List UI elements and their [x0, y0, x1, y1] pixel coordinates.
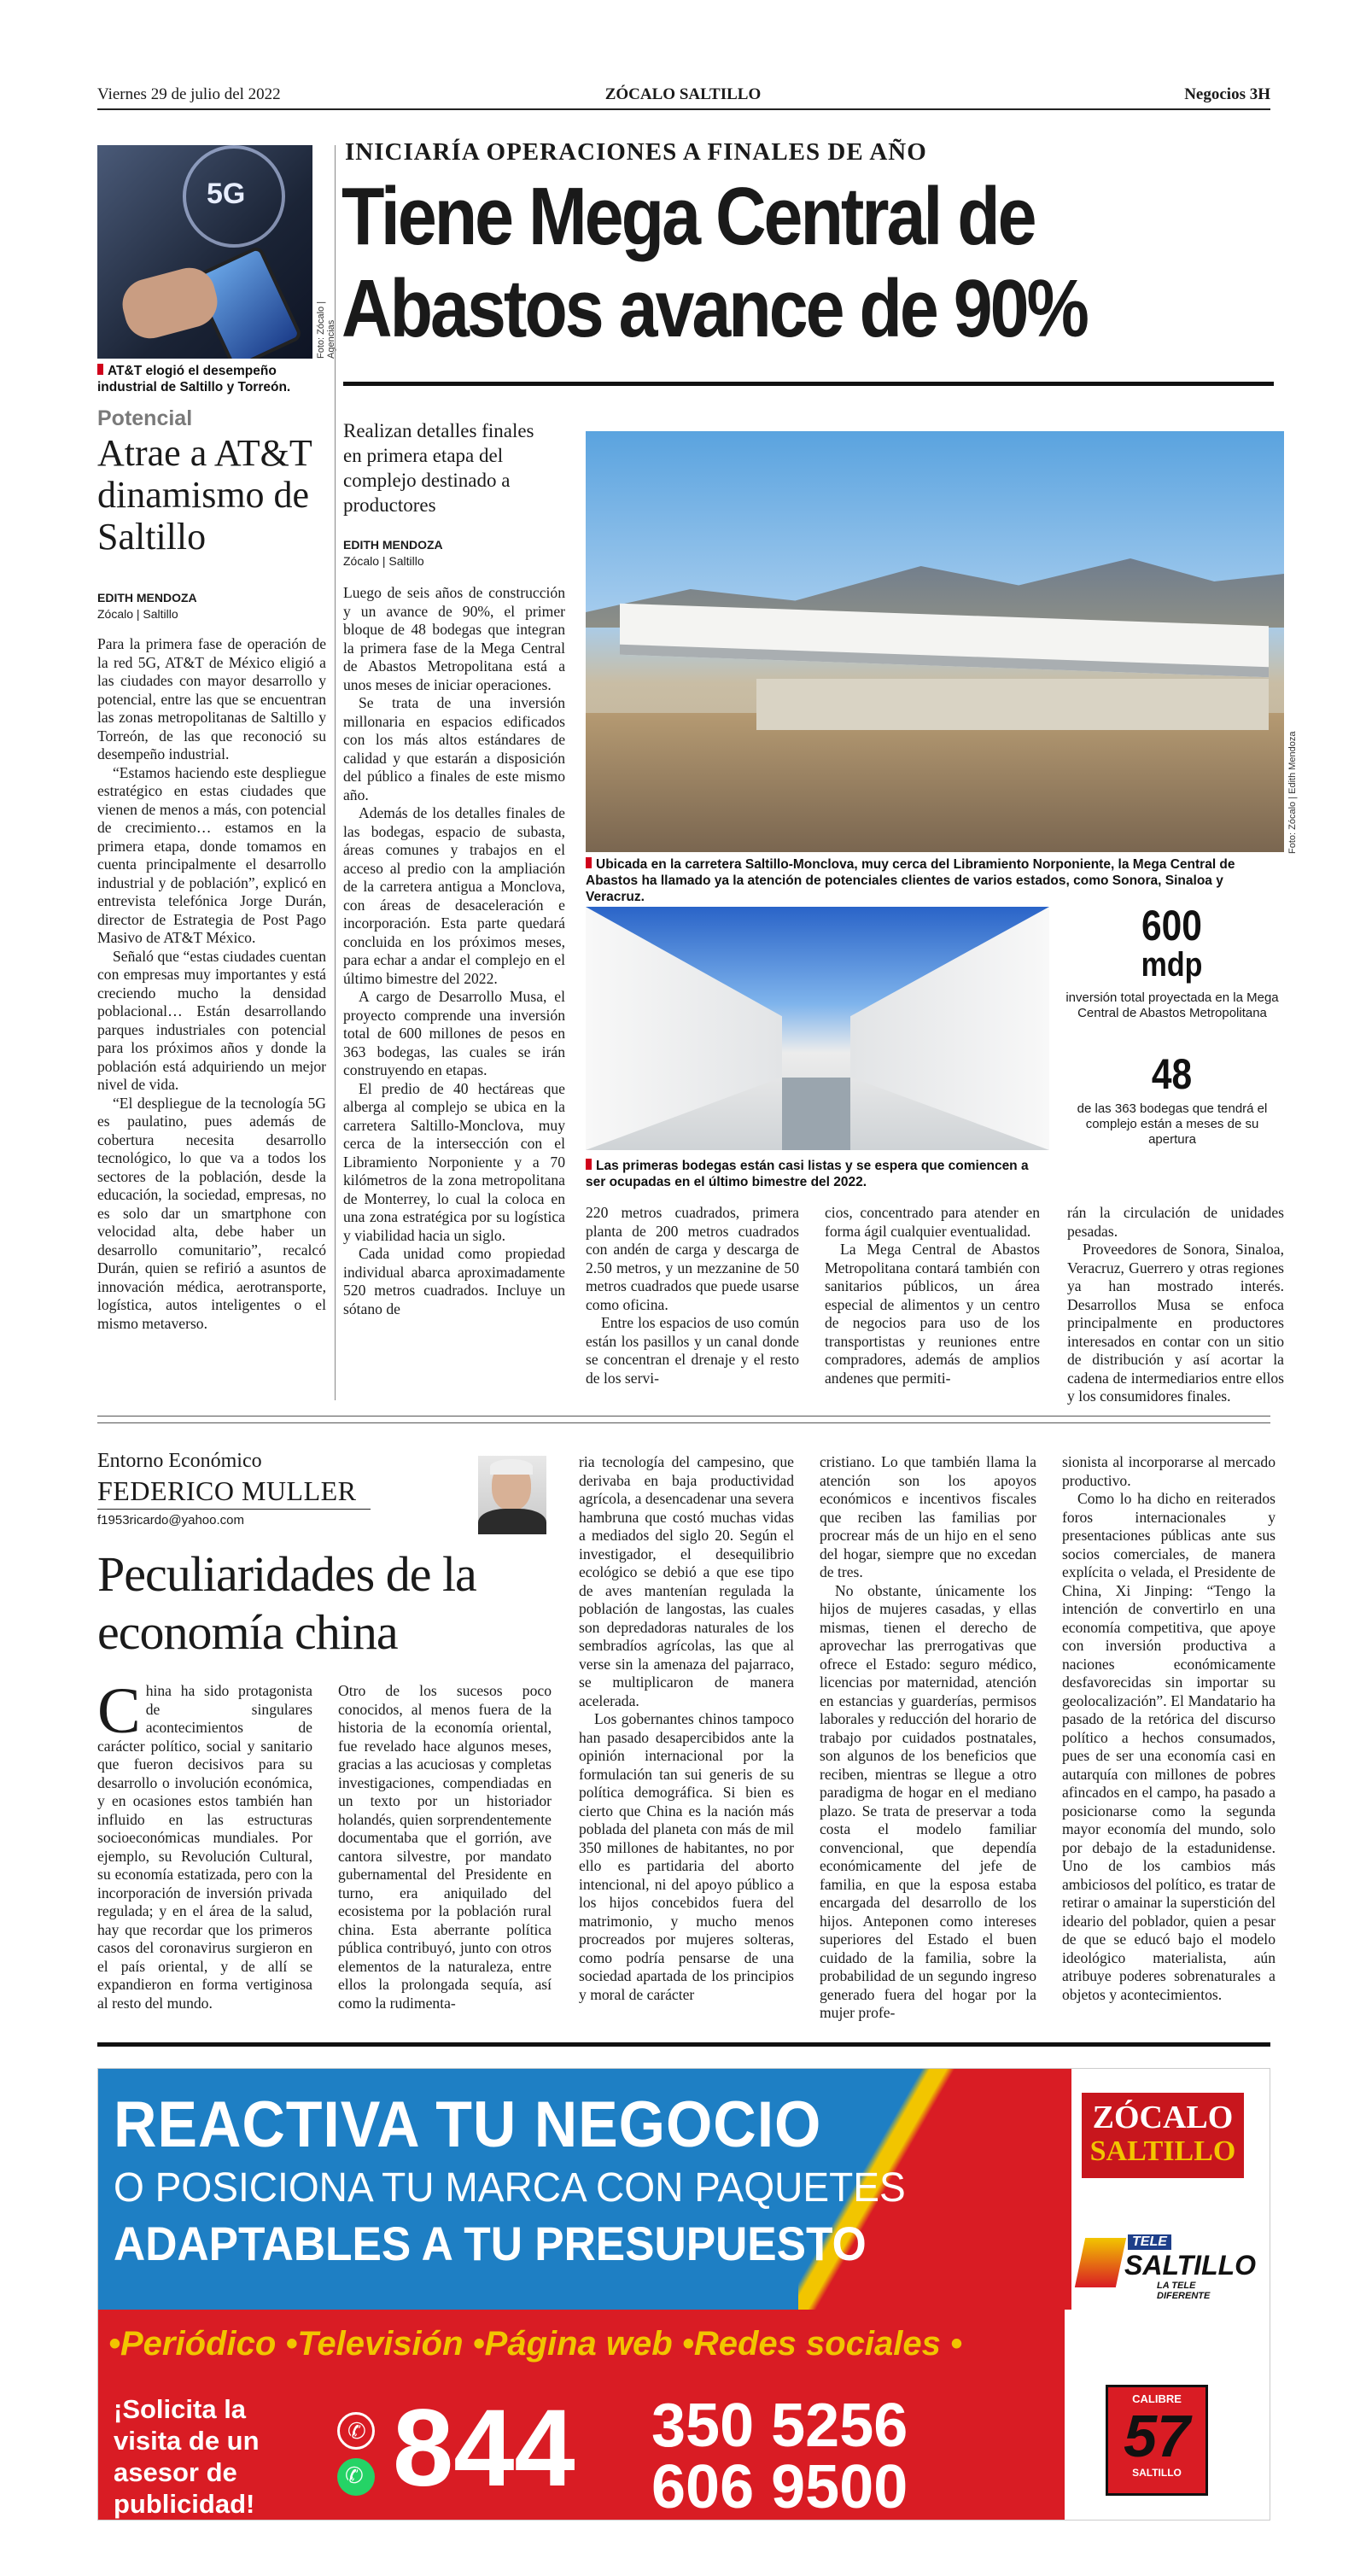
author-avatar — [478, 1456, 546, 1534]
zocalo-logo — [1082, 2093, 1244, 2178]
main-col-4: rán la circulación de unidades pesadas. Proveedores de Sonora, Sinaloa, Veracruz, Guerrero y otras regiones ya han mostrado interés. Desarrollos Musa se enfoca principalmente en productores interesados en contar con un sitio de distribución y así acortar la cadena de intermediarios entre ellos y los consumidores finales. — [1067, 1204, 1284, 1405]
column-col-4: cristiano. Lo que también llama la atención son los apoyos económicos e incentivos fiscales que reciben las familias por procrear más de un hijo en el seno del hogar, siempre que no excedan de tres. No obstante, únicamente los hijos de mujeres casadas, y ellas mismas, tienen el derecho de aprovechar las prerrogativas que ofrece el Estado: seguro médico, licencias por maternidad, atención en estancias y guarderías, permisos laborales y reducción del horario de trabajo por cuidados postnatales, son algunos de los beneficios que reciben, mientras se llegue a otro paradigma de hogar en el mediano plazo. Se trata de preservar a toda costa el modelo familiar convencional, que dependía económicamente del jefe de familia, en que la esposa estaba encargada del desarrollo de los hijos. Anteponen como intereses superiores del Estado el buen cuidado de la familia, sobre la probabilidad de un segundo ingreso generado fuera del hogar por la mujer profe- — [820, 1453, 1036, 2021]
side-body: Para la primera fase de operación de la red 5G, AT&T de México eligió a las ciudades con mayor desarrollo y potencial, entre las que se encuentran las zonas metropolitanas de Saltillo y Torreón, de las que reconoció su desempeño industrial. “Estamos haciendo este despliegue estratégico en estas ciudades que vienen de menos a más, con potencial de crecimiento… estamos en la primera etapa, donde tomamos en cuenta principalmente el desarrollo industrial y de población”, explicó en entrevista telefónica Jorge Durán, director de Estrategia de Post Pago Masivo de AT&T México. Señaló que “estas ciudades cuentan con empresas muy importantes y está creciendo mucho la densidad poblacional… Están desarrollando parques industriales con potencial para los próximos años y donde la población está adquiriendo un mejor nivel de vida. “El despliegue de la tecnología 5G es paulatino, pues además de cobertura necesita desarrollo tecnológico, lo que va a todos los sectores de la población, desde la educación, la sociedad, empresas, no es solo dar un smartphone con velocidad alta, debe haber un desarrollo comunitario”, recalcó Durán, quien se refirió a asuntos de innovación médica, aerotransporte, logística, autos inteligentes o el mismo metaverso. — [97, 635, 326, 1332]
ad-cta: ¡Solicita la visita de un asesor de publicidad! — [114, 2394, 260, 2519]
side-headline: Atrae a AT&T dinamismo de Saltillo — [97, 432, 312, 558]
header-rule — [97, 108, 1270, 110]
photo-caption: AT&T elogió el desempeño industrial de Saltillo y Torreón. — [97, 363, 321, 395]
ad-top-rule — [97, 2042, 1270, 2047]
stat-48: 48 — [1151, 1050, 1193, 1098]
tele-saltillo-logo: TELE SALTILLO LA TELE DIFERENTE — [1080, 2231, 1251, 2299]
side-dateline: Zócalo | Saltillo — [97, 607, 178, 621]
column-email[interactable]: f1953ricardo@yahoo.com — [97, 1513, 244, 1527]
column-col-2: Otro de los sucesos poco conocidos, al menos fuera de la historia de la economía oriental, fue revelado hace algunos meses, gracias a las acuciosas y completas investigaciones, compendiadas en un texto por un historiador holandés, quien sorprendentemente documentaba que el gorrión, ave cantora silvestre, por mandato gubernamental del Presidente en turno, era aniquilado del ecosistema por la población rural china. Esta aberrante política pública contribuyó, junto con otros elementos de la naturaleza, entre ellos la prolongada sequía, así como la rudimenta- — [338, 1682, 552, 2012]
main-deck: Realizan detalles finales en primera etapa del complejo destinado a productores — [343, 420, 534, 516]
main-col-2: 220 metros cuadrados, primera planta de 200 metros cuadrados con andén de carga y descarga de 2.50 metros, y un mezzanine de 50 metros cuadrados que puede usarse como oficina. Entre los espacios de uso común están los pasillos y un canal donde se concentran el drenaje y el resto de los servi- — [586, 1204, 799, 1387]
side-kicker: Potencial — [97, 406, 193, 430]
issue-date: Viernes 29 de julio del 2022 — [97, 85, 281, 103]
main-headline: Tiene Mega Central de Abastos avance de 90% — [342, 171, 1087, 354]
stat-48-text: de las 363 bodegas que tendrá el complejo están a meses de su apertura — [1077, 1101, 1268, 1147]
section-rule-2 — [97, 1422, 1270, 1423]
central-abastos-photo — [586, 431, 1284, 852]
stat-600: 600 — [1141, 902, 1202, 949]
calibre57-logo: CALIBRE 57 SALTILLO — [1106, 2385, 1208, 2496]
ad-line-2: O POSICIONA TU MARCA CON PAQUETES — [114, 2165, 906, 2211]
main-author: EDITH MENDOZA — [343, 538, 443, 552]
whatsapp-icon: ✆ — [337, 2458, 375, 2496]
section-rule — [97, 1416, 1270, 1417]
column-author: FEDERICO MULLER — [97, 1475, 357, 1506]
photo1-credit: Foto: Zócalo | Edith Mendoza — [1287, 731, 1298, 854]
ad-services: •Periódico •Televisión •Página web •Redes sociales • — [108, 2325, 962, 2363]
column-col-3: ria tecnología del campesino, que derivaba en baja productividad agrícola, a desencadenar una severa hambruna que costó muchas vidas a mediados del siglo 20. Según el investigador, el desequilibrio ecológico se debió a que ese tipo de aves mantenían regulada la población de langostas, las cuales son depredadoras naturales de los sembradíos agrícolas, las que al verse sin la amenaza del pajarraco, se multiplicaron de manera acelerada. Los gobernantes chinos tampoco han pasado desapercibidos ante la opinión internacional por la formulación tan sui generis de su política demográfica. Si bien es cierto que China es la nación más poblada del planeta con más de mil 350 millones de habitantes, no por ello es partidaria del aborto intencional, ni del apoyo público a los hijos concebidos fuera del matrimonio, y mucho menos procreados por mujeres solteras, como podría pensarse de una sociedad apartada de los principios y moral de carácter — [579, 1453, 794, 2003]
bodegas-photo — [586, 907, 1049, 1150]
column-divider — [335, 145, 336, 1400]
main-dateline: Zócalo | Saltillo — [343, 554, 424, 568]
stat-600-text: inversión total proyectada en la Mega Central de Abastos Metropolitana — [1065, 990, 1279, 1020]
photo1-caption: Ubicada en la carretera Saltillo-Monclova, muy cerca del Libramiento Norponiente, la Mega Central de Abastos ha llamado ya la atención de potenciales clientes de varios estados, como Sonora, Sinaloa y Veracruz. — [586, 856, 1284, 905]
ad-line-1: REACTIVA TU NEGOCIO — [114, 2088, 822, 2161]
ad-area-code: 844 — [393, 2387, 575, 2509]
phone-icon: ✆ — [337, 2412, 375, 2450]
column-author-rule — [97, 1509, 371, 1510]
photo2-caption: Las primeras bodegas están casi listas y se espera que comiencen a ser ocupadas en el último bimestre del 2022. — [586, 1158, 1047, 1190]
headline-rule — [343, 382, 1274, 386]
ad-phone-2: 606 9500 — [651, 2453, 908, 2521]
main-col-3: cios, concentrado para atender en forma ágil cualquier eventualidad. La Mega Central de Abastos Metropolitana contará también con sanitarios públicos, un área especial de alimentos y un centro de negocios para uso de los transportistas y reuniones entre compradores, además de amplios andenes que permiti- — [825, 1204, 1040, 1387]
side-author: EDITH MENDOZA — [97, 591, 197, 605]
column-col-5: sionista al incorporarse al mercado productivo. Como lo ha dicho en reiterados foros internacionales y presentaciones públicas ante sus socios comerciales, de manera explícita o velada, el Presidente de China, Xi Jinping: “Tengo la intención de convertirlo en una economía competitiva, que apoye con inversión productiva a naciones económicamente desfavorecidas sin importar su geolocalización”. El Mandatario ha pasado de la retórica del discurso político a hechos consumados, pues de ser una economía casi en autarquía con millones de pobres afincados en el campo, ha pasado a posicionarse como la segunda mayor economía del mundo, solo por debajo de la estadunidense. Uno de los cambios más ambiciosos del político, es tratar de retirar o amainar la superstición del ideario del poblador, quien a pesar de que se educó bajo el modelo ideológico materialista, aún atribuye poderes sobrenaturales a objetos y acontecimientos. — [1062, 1453, 1276, 2003]
main-col-1: Luego de seis años de construcción y un avance de 90%, el primer bloque de 48 bodegas que integran la primera fase de la Mega Central de Abastos Metropolitana está a unos meses de iniciar operaciones. Se trata de una inversión millonaria en espacios edificados con los más altos estándares de calidad y que estarán a disposición del público a finales de este mismo año. Además de los detalles finales de las bodegas, espacio de subasta, áreas comunes y trabajos en el acceso al predio con la ampliación de la carretera antigua a Monclova, con áreas de desaceleración e incorporación. Esta parte quedará concluida en los próximos meses, para echar a andar el complejo en el último bimestre del 2022. A cargo de Desarrollo Musa, el proyecto comprende una inversión total de 600 millones de pesos en 363 bodegas, las cuales se irán construyendo en etapas. El predio de 40 hectáreas que alberga al complejo se ubica en la carretera Saltillo-Monclova, muy cerca de la intersección con el Libramiento Norponiente y a 70 kilómetros de la zona metropolitana de Monterrey, lo cual la coloca en una zona estratégica por su logística y viabilidad hacia un siglo. Cada unidad como propiedad individual abarca aproximadamente 520 metros cuadrados. Incluye un sótano de — [343, 584, 565, 1317]
drop-cap: C — [97, 1675, 141, 1747]
5g-photo: 5G — [97, 145, 312, 359]
ad-phone-1: 350 5256 — [651, 2392, 908, 2460]
photo-credit: Foto: Zócalo | Agencias — [316, 301, 336, 359]
column-label: Entorno Económico — [97, 1450, 262, 1472]
main-kicker: INICIARÍA OPERACIONES A FINALES DE AÑO — [345, 138, 927, 166]
ad-line-3: ADAPTABLES A TU PRESUPUESTO — [114, 2217, 867, 2270]
column-col-1: China ha sido protagonista de singulares acontecimientos de carácter político, social y sanitario que fueron decisivos para su desarrollo o involución económica, y en ocasiones estos también han influido en las estructuras socioeconómicas mundiales. Por ejemplo, su Revolución Cultural, su economía estatizada, pero con la incorporación de inversión privada regulada; y en el área de la salud, hay que recordar que los primeros casos del coronavirus surgieron en el país oriental, y de allí se expandieron en forma vertiginosa al resto del mundo. — [97, 1675, 312, 2012]
section-page: Negocios 3H — [1184, 85, 1270, 103]
paper-name: ZÓCALO SALTILLO — [604, 85, 762, 103]
stat-mdp: mdp — [1141, 946, 1203, 984]
logo-saltillo-text: SALTILLO — [1089, 2135, 1236, 2167]
advertisement[interactable] — [97, 2068, 1270, 2521]
column-headline: Peculiaridades de la economía china — [97, 1546, 476, 1660]
logo-zocalo-text: ZÓCALO — [1092, 2100, 1234, 2135]
